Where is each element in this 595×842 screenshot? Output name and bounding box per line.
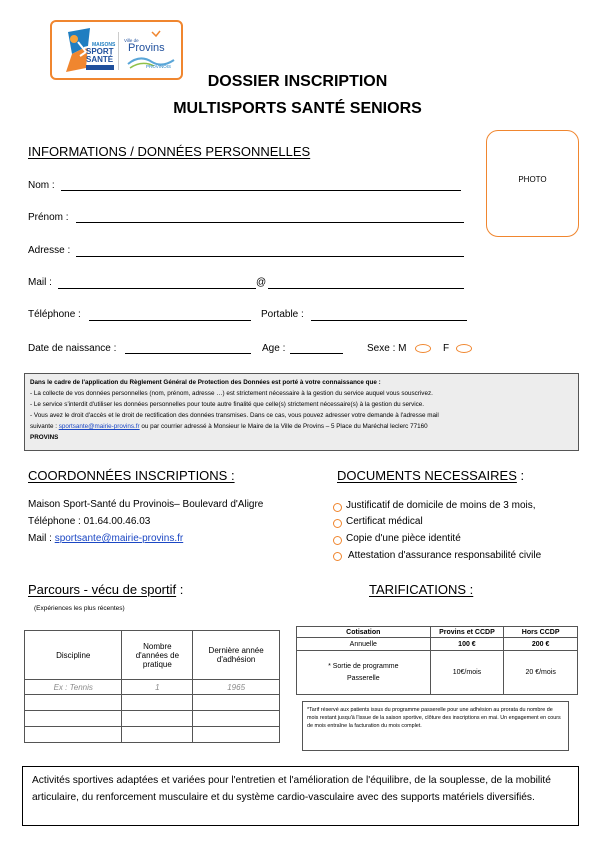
logo-text-sante: SANTÉ <box>86 55 114 64</box>
tarif-annuelle-provins: 100 € <box>430 638 504 651</box>
sexe-label: Sexe : M <box>367 343 407 354</box>
rgpd-courrier: ou par courrier adressé à Monsieur le Maire de la Ville de Provins – 5 Place du Maréchal leclerc 77160 <box>141 423 428 430</box>
parcours-heading-colon: : <box>176 582 184 597</box>
coordonnees-phone: Téléphone : 01.64.00.46.03 <box>28 516 151 527</box>
prenom-label: Prénom : <box>28 212 69 223</box>
table-row[interactable] <box>25 695 280 711</box>
document-item-1: Justificatif de domicile de moins de 3 mois, <box>346 500 536 511</box>
sexe-f-radio[interactable] <box>456 344 472 353</box>
coordonnees-mail-link[interactable]: sportsante@mairie-provins.fr <box>54 533 184 544</box>
table-row[interactable] <box>25 711 280 727</box>
checkbox-icon[interactable] <box>333 519 342 528</box>
tarif-header-provins: Provins et CCDP <box>430 627 504 638</box>
example-adhesion: 1965 <box>193 680 280 695</box>
logo <box>50 20 183 80</box>
tarifs-heading: TARIFICATIONS : <box>369 582 474 597</box>
adresse-label: Adresse : <box>28 245 71 256</box>
rgpd-line-6: PROVINS <box>30 434 59 441</box>
rgpd-suivante: suivante : <box>30 423 57 430</box>
coordonnees-address: Maison Sport-Santé du Provinois– Boulevard d'Aligre <box>28 499 264 510</box>
naissance-label: Date de naissance : <box>28 343 117 354</box>
age-field[interactable] <box>290 353 343 354</box>
adresse-field[interactable] <box>76 256 464 257</box>
table-cell[interactable] <box>193 727 280 743</box>
document-item-4: Attestation d'assurance responsabilité civile <box>348 550 542 561</box>
documents-heading-colon: : <box>516 468 525 483</box>
tarif-annuelle-label: Annuelle <box>297 638 431 651</box>
age-label: Age : <box>262 343 286 354</box>
table-cell[interactable] <box>193 695 280 711</box>
checkbox-icon[interactable] <box>333 503 342 512</box>
table-cell[interactable] <box>25 695 122 711</box>
mail-label: Mail : <box>28 277 52 288</box>
activities-description: Activités sportives adaptées et variées pour l'entretien et l'amélioration de l'équilibre, de la souplesse, de la mobilité articulaire, du renforcement musculaire et du système cardio-vasculaire avec des supports matériels diversifiés. <box>22 766 579 826</box>
portable-label: Portable : <box>261 309 304 320</box>
logo-text-provins: Provins <box>128 42 165 54</box>
checkbox-icon[interactable] <box>333 536 342 545</box>
prenom-field[interactable] <box>76 222 464 223</box>
rgpd-email-link[interactable]: sportsante@mairie-provins.fr <box>58 423 140 430</box>
documents-heading-row <box>337 468 524 483</box>
tarif-header-cotisation: Cotisation <box>297 627 431 638</box>
logo-divider <box>118 32 119 70</box>
provins-logo <box>122 28 180 74</box>
photo-label: PHOTO <box>518 175 547 184</box>
table-cell[interactable] <box>122 727 193 743</box>
photo-box[interactable] <box>486 130 579 237</box>
rgpd-line-1: Dans le cadre de l'application du Règlement Général de Protection des Données est porté à votre connaissance que : <box>30 379 381 386</box>
table-row <box>25 680 280 695</box>
rgpd-notice <box>24 373 579 451</box>
rgpd-line-5 <box>30 421 573 432</box>
tarif-passerelle-label: * Sortie de programme Passerelle <box>297 651 431 695</box>
table-cell[interactable] <box>25 711 122 727</box>
example-discipline: Ex : Tennis <box>25 680 122 695</box>
logo-text-provinois: PROVINOIS <box>146 64 172 69</box>
tarif-passerelle-hors: 20 €/mois <box>504 651 578 695</box>
title-line-1: DOSSIER INSCRIPTION <box>207 73 388 90</box>
nom-field[interactable] <box>61 190 461 191</box>
tarif-note: *Tarif réservé aux patients issus du programme passerelle pour une adhésion au prorata du nombre de mois restant jusqu'à l'issue de la saison sportive, clôture des inscriptions en mai. Un engagement en cours de mois entraîne la facturation du mois complet. <box>302 701 569 751</box>
example-annees: 1 <box>122 680 193 695</box>
logo-text-sport: SPORT <box>86 47 114 56</box>
rgpd-line-3: - Le service s'interdit d'utiliser les données personnelles pour toute autre finalité que celle(s) strictement nécessaire(s) à la gestion du service. <box>30 401 425 408</box>
parcours-header-discipline: Discipline <box>25 631 122 680</box>
logo-text-ville: Ville de <box>124 38 139 43</box>
sexe-m-radio[interactable] <box>415 344 431 353</box>
personal-info-heading: INFORMATIONS / DONNÉES PERSONNELLES <box>28 144 311 159</box>
coordonnees-mail-row <box>28 533 183 544</box>
rgpd-line-2: - La collecte de vos données personnelles (nom, prénom, adresse …) est strictement nécessaire à la gestion du service auquel vous souscrivez. <box>30 390 433 397</box>
naissance-field[interactable] <box>125 353 251 354</box>
documents-heading: DOCUMENTS NECESSAIRES <box>337 468 517 483</box>
logo-text-maisons: MAISONS <box>92 42 116 48</box>
table-cell[interactable] <box>25 727 122 743</box>
parcours-subtitle: (Expériences les plus récentes) <box>34 605 125 612</box>
parcours-table <box>24 630 280 743</box>
tarif-passerelle-provins: 10€/mois <box>430 651 504 695</box>
nom-label: Nom : <box>28 180 55 191</box>
title-line-2: MULTISPORTS SANTÉ SENIORS <box>173 100 422 117</box>
table-row <box>297 638 578 651</box>
document-item-2: Certificat médical <box>346 516 423 527</box>
sexe-f-label: F <box>443 343 450 354</box>
parcours-heading-row <box>28 582 183 597</box>
coordonnees-heading: COORDONNÉES INSCRIPTIONS : <box>28 468 235 483</box>
table-row <box>297 651 578 695</box>
table-row[interactable] <box>25 727 280 743</box>
document-item-3: Copie d'une pièce identité <box>346 533 461 544</box>
tarif-header-hors: Hors CCDP <box>504 627 578 638</box>
rgpd-line-4: - Vous avez le droit d'accès et le droit de rectification des données transmises. Dans ce cas, vous pouvez adresser votre demande à l'adresse mail <box>30 412 439 419</box>
telephone-label: Téléphone : <box>28 309 81 320</box>
tarif-annuelle-hors: 200 € <box>504 638 578 651</box>
coordonnees-mail-label: Mail : <box>28 533 52 544</box>
mail-at-sign: @ <box>256 277 267 288</box>
table-cell[interactable] <box>122 695 193 711</box>
parcours-heading: Parcours - vécu de sportif <box>28 582 177 597</box>
portable-field[interactable] <box>311 320 467 321</box>
mail-domain-field[interactable] <box>268 288 464 289</box>
maison-sport-sante-logo <box>58 26 116 76</box>
table-cell[interactable] <box>193 711 280 727</box>
checkbox-icon[interactable] <box>333 552 342 561</box>
parcours-header-adhesion: Dernière année d'adhésion <box>193 631 280 680</box>
parcours-header-annees: Nombre d'années de pratique <box>122 631 193 680</box>
telephone-field[interactable] <box>89 320 251 321</box>
table-cell[interactable] <box>122 711 193 727</box>
tarifs-table <box>296 626 578 695</box>
mail-user-field[interactable] <box>58 288 256 289</box>
